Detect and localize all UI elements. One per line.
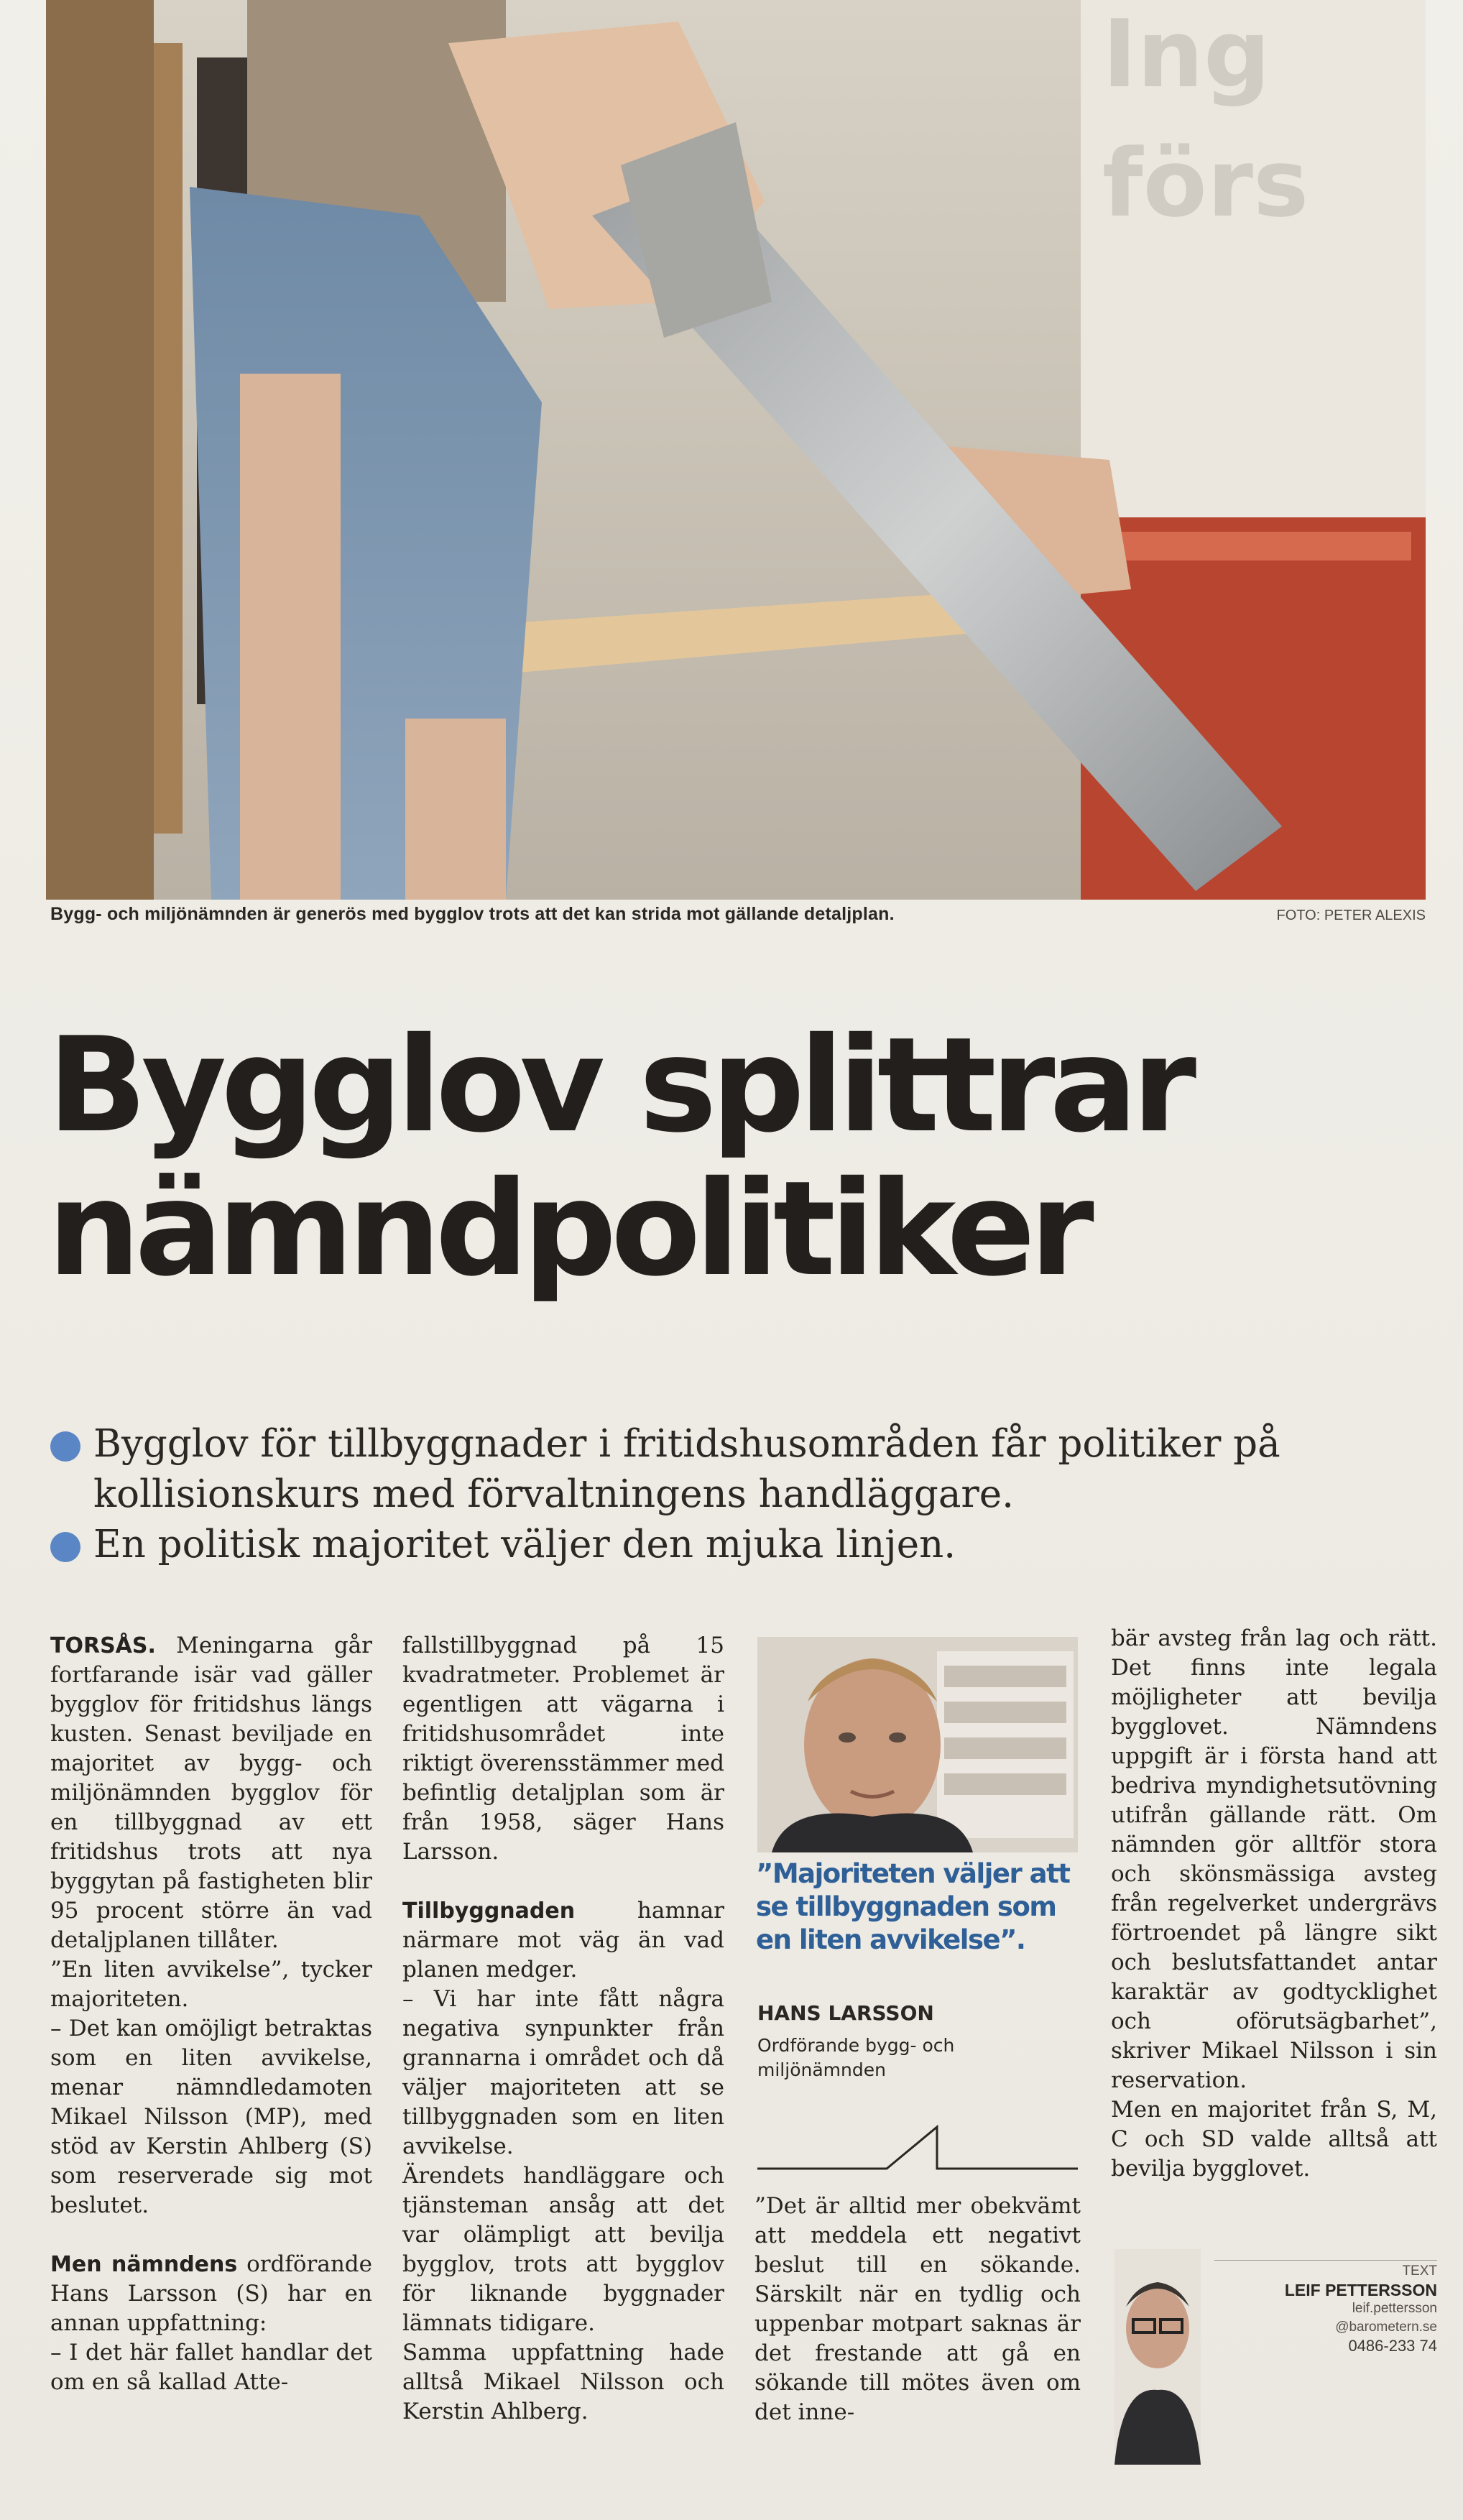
pull-quote: ”Majoriteten väljer att se tillbyggnaden som en liten avvikelse”. xyxy=(756,1858,1070,1955)
photo-caption: Bygg- och miljönämnden är generös med bygglov trots att det kan strida mot gällande detaljplan. xyxy=(50,904,895,924)
author-email: @barometern.se xyxy=(1335,2320,1437,2335)
deck-item xyxy=(47,1419,1413,1520)
run-in-head: Tillbyggnaden xyxy=(402,1898,576,1924)
deck-text: En politisk majoritet väljer den mjuka linjen. xyxy=(93,1523,956,1566)
deck-text: Bygglov för tillbyggnader i fritidshusområden får politiker på kollisionskurs med förvaltningens handläggare. xyxy=(93,1422,1280,1516)
paragraph: TORSÅS. Meningarna går fortfarande isär vad gäller bygglov för fritidshus längs kusten. Senast beviljade en majoritet av bygg- och miljönämnden bygglov för en tillbyggnad av ett fritidshus trots att nya byggytan på fastigheten blir 95 procent större än vad detaljplanen tillåter. xyxy=(50,1633,372,1953)
run-in-head: Men nämndens xyxy=(50,2252,238,2277)
author-name: LEIF PETTERSSON xyxy=(1284,2281,1437,2299)
paragraph: Tillbyggnaden hamnar närmare mot väg än vad planen medger. xyxy=(402,1898,724,1983)
headline-line-1: Bygglov splittrar xyxy=(47,1009,1191,1161)
svg-text:Ing: Ing xyxy=(1102,0,1270,109)
paragraph: Men en majoritet från S, M, C och SD valde alltså att bevilja bygglovet. xyxy=(1111,2097,1437,2182)
paragraph: – Det kan omöjligt betraktas som en liten avvikelse, menar nämndledamoten Mikael Nilsson (MP), med stöd av Kerstin Ahlberg (S) som reserverade sig mot beslutet. xyxy=(50,2016,372,2218)
paragraph: Samma uppfattning hade alltså Mikael Nilsson och Kerstin Ahlberg. xyxy=(402,2340,724,2424)
body-column-4 xyxy=(1111,1624,1437,2184)
author-divider xyxy=(1214,2260,1437,2261)
bullet-dot-icon xyxy=(50,1532,80,1562)
paragraph: fallstillbyggnad på 15 kvadratmeter. Problemet är egentligen att vägarna i fritidshusområdet inte riktigt överensstämmer med befintlig detaljplan som är från 1958, säger Hans Larsson. xyxy=(402,1633,724,1865)
svg-text:förs: förs xyxy=(1102,129,1309,238)
paragraph: – Vi har inte fått några negativa synpunkter från grannarna i området och då väljer majoriteten att se tillbyggnaden som en liten avvikelse. xyxy=(402,1986,724,2159)
headline-line-2: nämndpolitiker xyxy=(47,1153,1089,1305)
paragraph: Ärendets handläggare och tjänsteman ansåg att det var olämpligt att bevilja bygglov, trots att bygglov för liknande byggnader lämnats tidigare. xyxy=(402,2163,724,2336)
quote-divider xyxy=(757,2113,1078,2170)
body-column-2 xyxy=(402,1631,724,2427)
author-label: TEXT xyxy=(1402,2263,1437,2279)
photo-credit: FOTO: PETER ALEXIS xyxy=(1276,908,1426,923)
article-photo xyxy=(46,0,1426,900)
author-handle: leif.pettersson xyxy=(1352,2301,1437,2316)
quote-name: HANS LARSSON xyxy=(757,2001,934,2025)
headline xyxy=(47,1009,1312,1305)
author-byline xyxy=(1222,2262,1437,2355)
paragraph: Men nämndens ordförande Hans Larsson (S) har en annan uppfattning: xyxy=(50,2251,372,2336)
author-phone: 0486-233 74 xyxy=(1348,2337,1437,2355)
paragraph: bär avsteg från lag och rätt. Det finns inte legala möjligheter att bevilja bygglovet. Nämndens uppgift är i första hand att bedriva myndighetsutövning utifrån gällande rätt. Om nämnden gör alltför stora och skönsmässiga avsteg från regelverket undergrävs förtroendet på längre sikt och beslutsfattandet antar karaktär av godtycklighet och oförutsägbarhet”, skriver Mikael Nilsson i sin reservation. xyxy=(1111,1625,1437,2093)
hans-larsson-portrait xyxy=(757,1637,1078,1852)
deck-item xyxy=(47,1520,1413,1570)
paragraph: ”Det är alltid mer obekvämt att meddela ett negativt beslut till en sökande. Särskilt när en tydlig och uppenbar motpart saknas är det frestande att gå en sökande till mötes även om det inne- xyxy=(754,2193,1081,2425)
bullet-dot-icon xyxy=(50,1431,80,1462)
deck xyxy=(47,1419,1413,1570)
paragraph: ”En liten avvikelse”, tycker majoriteten. xyxy=(50,1957,372,2012)
quote-role: Ordförande bygg- och miljönämnden xyxy=(757,2035,955,2080)
dateline: TORSÅS. xyxy=(50,1633,156,1658)
paragraph: – I det här fallet handlar det om en så kallad Atte- xyxy=(50,2340,372,2395)
author-avatar xyxy=(1114,2249,1201,2465)
body-column-1 xyxy=(50,1631,372,2397)
body-column-3 xyxy=(754,2192,1081,2427)
